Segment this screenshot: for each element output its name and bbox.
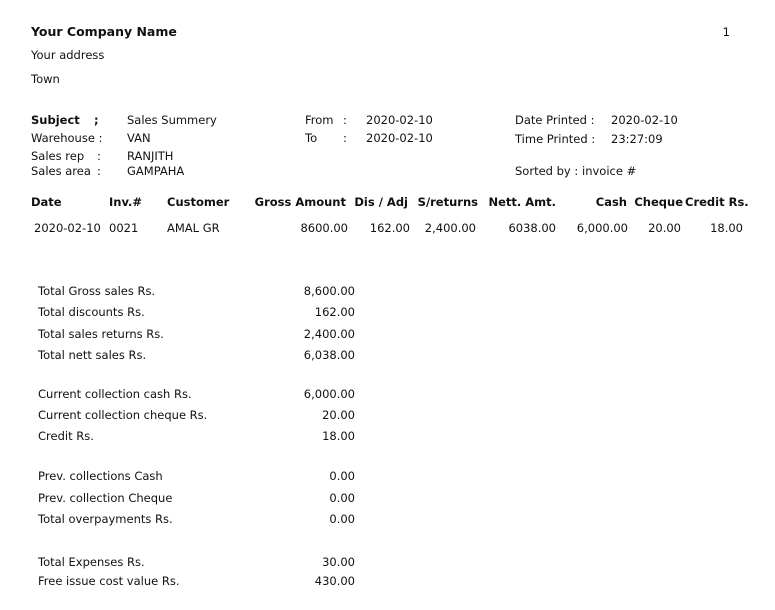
time-printed-label: Time Printed : xyxy=(515,132,596,146)
sales-rep-separator: : xyxy=(97,149,101,163)
table-row-invoice: 0021 xyxy=(109,221,139,235)
total-label: Total discounts Rs. xyxy=(38,305,145,319)
from-separator: : xyxy=(343,113,347,127)
sorted-by-label: Sorted by : xyxy=(515,164,579,178)
column-header-date: Date xyxy=(31,195,62,209)
total-value: 162.00 xyxy=(314,305,355,319)
column-header-customer: Customer xyxy=(167,195,230,209)
date-printed-label: Date Printed : xyxy=(515,113,595,127)
total-label: Current collection cheque Rs. xyxy=(38,408,208,422)
total-label: Credit Rs. xyxy=(38,429,94,443)
column-header-cheque: Cheque xyxy=(634,195,683,209)
sales-area-label: Sales area xyxy=(31,164,91,178)
total-value: 30.00 xyxy=(322,555,355,569)
company-address: Your address xyxy=(31,48,105,62)
warehouse-value: VAN xyxy=(127,131,151,145)
column-header-returns: S/returns xyxy=(417,195,478,209)
table-row-gross-amount: 8600.00 xyxy=(300,221,348,235)
time-printed-value: 23:27:09 xyxy=(611,132,663,146)
total-value: 430.00 xyxy=(314,574,355,588)
total-value: 0.00 xyxy=(329,491,355,505)
date-printed-value: 2020-02-10 xyxy=(611,113,678,127)
total-label: Total Gross sales Rs. xyxy=(38,284,156,298)
sales-rep-label: Sales rep xyxy=(31,149,85,163)
column-header-cash: Cash xyxy=(595,195,627,209)
column-header-credit: Credit Rs. xyxy=(685,195,749,209)
column-header-nett-amount: Nett. Amt. xyxy=(488,195,556,209)
total-value: 6,000.00 xyxy=(303,387,355,401)
column-header-gross-amount: Gross Amount xyxy=(254,195,346,209)
total-label: Current collection cash Rs. xyxy=(38,387,192,401)
table-row-nett-amount: 6038.00 xyxy=(508,221,556,235)
from-date: 2020-02-10 xyxy=(366,113,433,127)
column-header-discount: Dis / Adj xyxy=(354,195,408,209)
subject-label: Subject xyxy=(31,113,80,127)
table-row-customer: AMAL GR xyxy=(167,221,220,235)
total-label: Free issue cost value Rs. xyxy=(38,574,180,588)
sorted-by-value: invoice # xyxy=(582,164,637,178)
from-label: From xyxy=(305,113,334,127)
table-row-cheque: 20.00 xyxy=(648,221,681,235)
total-label: Prev. collection Cheque xyxy=(38,491,173,505)
to-label: To xyxy=(305,131,318,145)
table-row-returns: 2,400.00 xyxy=(424,221,476,235)
total-value: 2,400.00 xyxy=(303,327,355,341)
total-value: 0.00 xyxy=(329,512,355,526)
total-label: Prev. collections Cash xyxy=(38,469,163,483)
company-town: Town xyxy=(31,72,60,86)
total-value: 0.00 xyxy=(329,469,355,483)
sales-rep-value: RANJITH xyxy=(127,149,174,163)
subject-value: Sales Summery xyxy=(127,113,217,127)
total-label: Total Expenses Rs. xyxy=(38,555,145,569)
total-label: Total overpayments Rs. xyxy=(38,512,173,526)
sales-area-separator: : xyxy=(97,164,101,178)
table-row-discount: 162.00 xyxy=(369,221,410,235)
total-value: 18.00 xyxy=(322,429,355,443)
subject-separator: ; xyxy=(94,113,99,127)
table-row-credit: 18.00 xyxy=(710,221,743,235)
column-header-invoice: Inv.# xyxy=(109,195,143,209)
total-value: 6,038.00 xyxy=(303,348,355,362)
total-value: 20.00 xyxy=(322,408,355,422)
table-row-date: 2020-02-10 xyxy=(34,221,101,235)
total-label: Total sales returns Rs. xyxy=(38,327,164,341)
total-value: 8,600.00 xyxy=(303,284,355,298)
company-name: Your Company Name xyxy=(31,24,177,39)
page-number: 1 xyxy=(722,25,730,39)
to-separator: : xyxy=(343,131,347,145)
to-date: 2020-02-10 xyxy=(366,131,433,145)
warehouse-label: Warehouse : xyxy=(31,131,103,145)
sales-area-value: GAMPAHA xyxy=(127,164,185,178)
total-label: Total nett sales Rs. xyxy=(38,348,147,362)
table-row-cash: 6,000.00 xyxy=(576,221,628,235)
